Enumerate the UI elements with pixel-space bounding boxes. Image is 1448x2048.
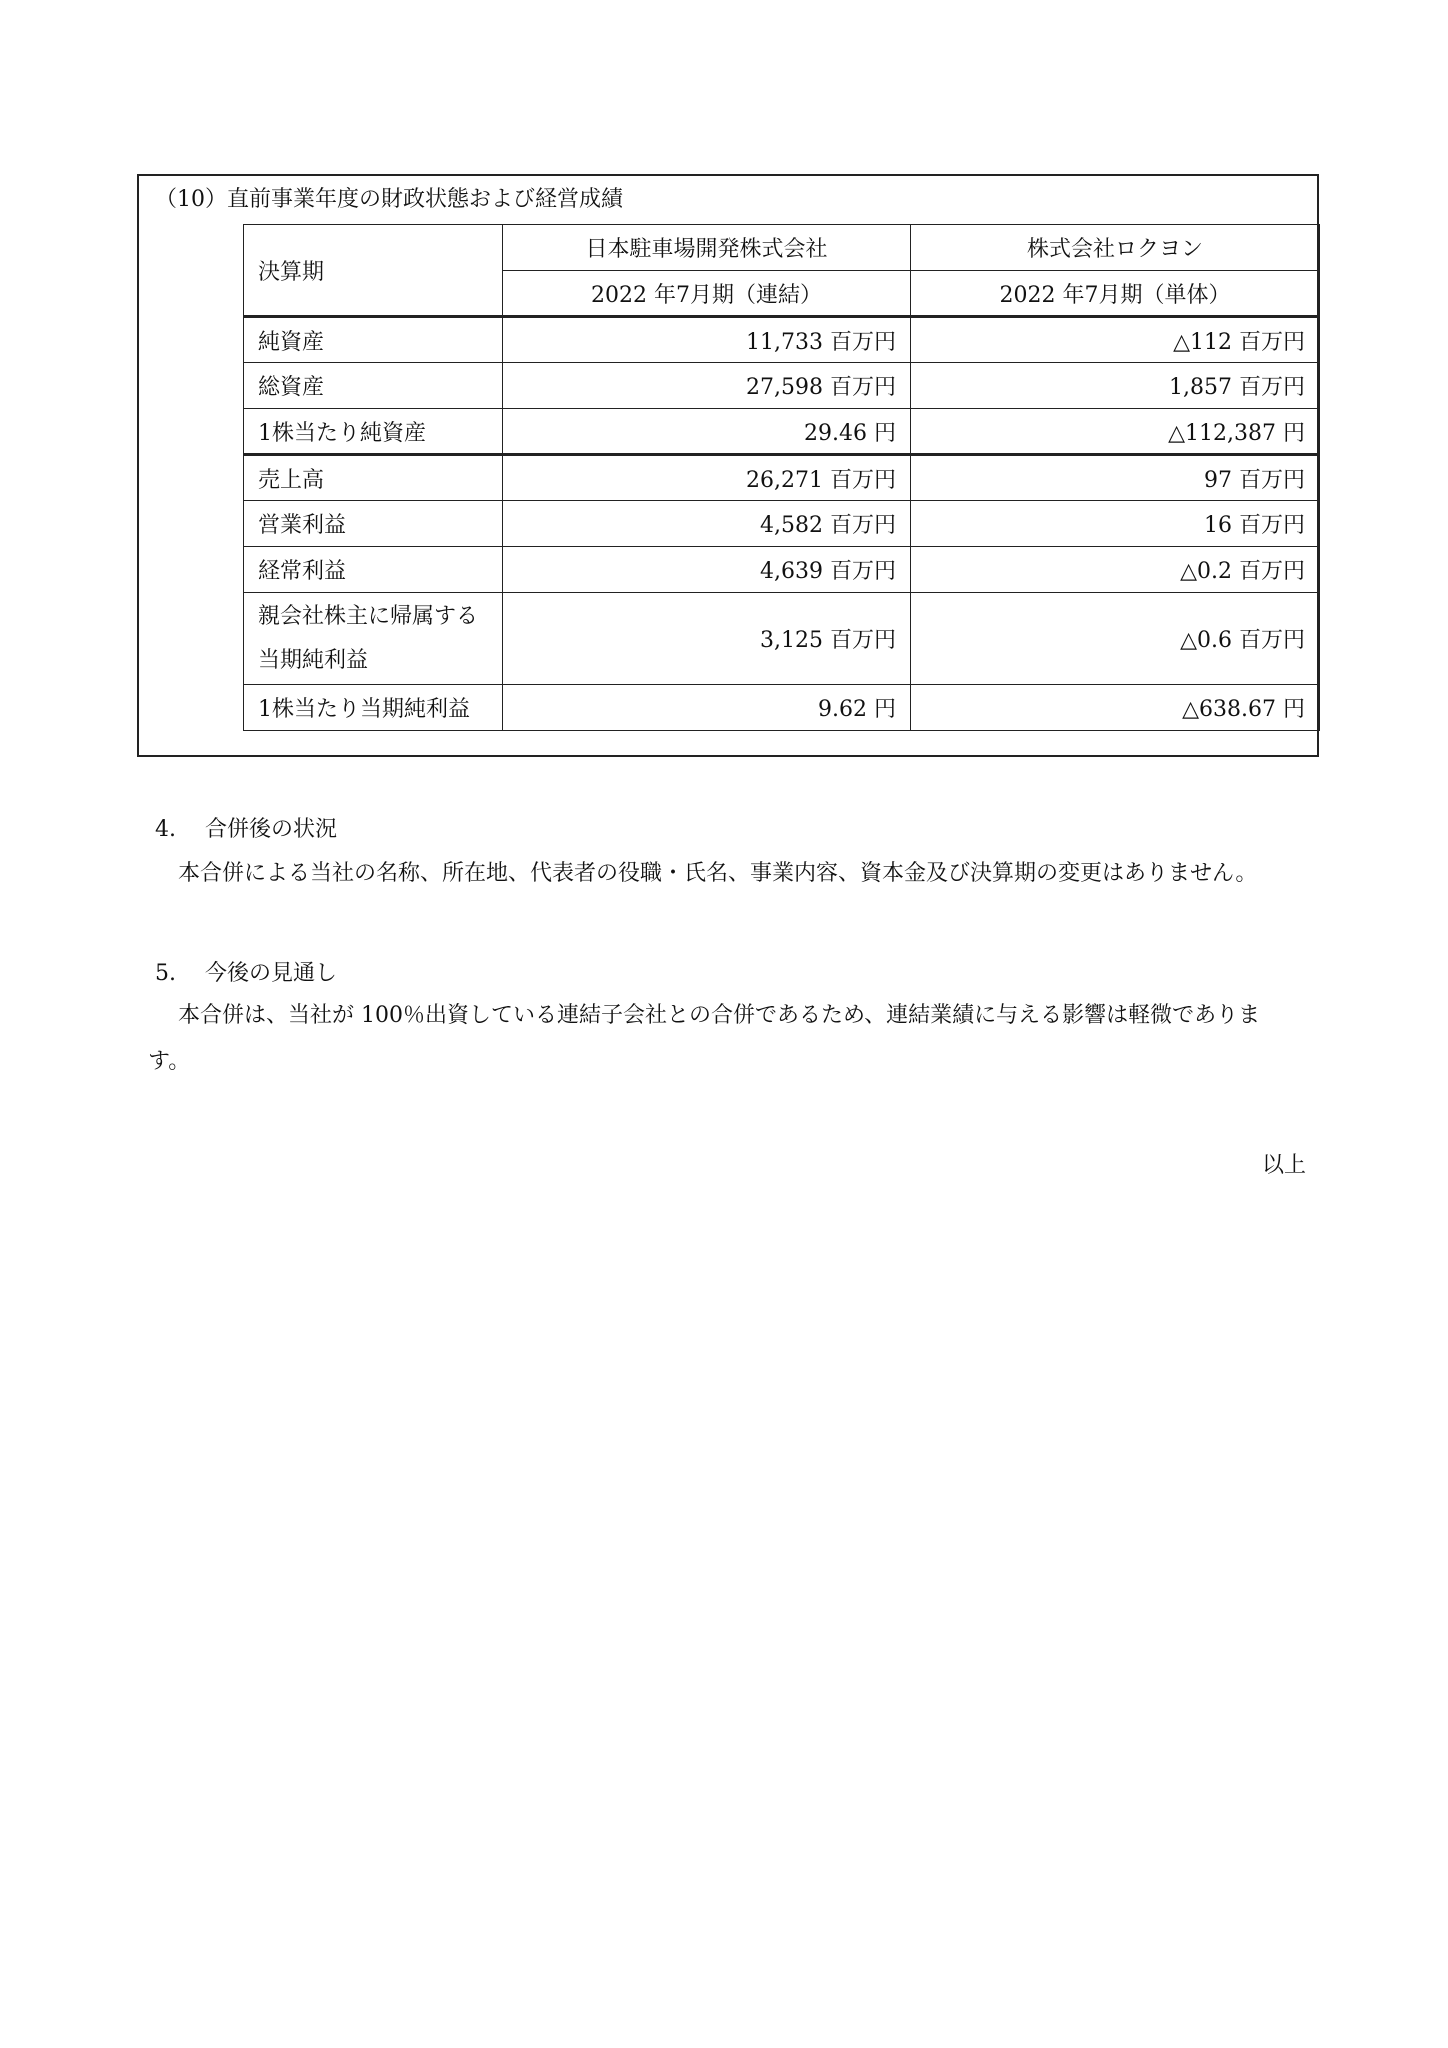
fiscal-period-label: 決算期 [244, 225, 503, 317]
row-label-line2: 当期純利益 [258, 648, 369, 673]
company1-name: 日本駐車場開発株式会社 [503, 225, 911, 271]
row-value-company1: 27,598 百万円 [503, 363, 911, 409]
row-value-company2: 1,857 百万円 [911, 363, 1320, 409]
row-value-company1: 4,582 百万円 [503, 501, 911, 547]
row-value-company1: 9.62 円 [503, 685, 911, 731]
row-label [244, 593, 503, 685]
section-4-heading [155, 812, 337, 843]
table-row [244, 501, 1320, 547]
table-row [244, 317, 1320, 363]
section-10-title: （10）直前事業年度の財政状態および経営成績 [155, 187, 623, 212]
row-value-company2: △112,387 円 [911, 409, 1320, 455]
table-row [244, 593, 1320, 685]
table-row [244, 409, 1320, 455]
table-header-row [244, 225, 1320, 271]
section-5-title: 今後の見通し [205, 961, 338, 986]
row-value-company2: △0.2 百万円 [911, 547, 1320, 593]
table-row [244, 547, 1320, 593]
row-label-line1: 親会社株主に帰属する [258, 604, 479, 629]
row-value-company2: 97 百万円 [911, 455, 1320, 501]
row-value-company1: 11,733 百万円 [503, 317, 911, 363]
row-label: 純資産 [244, 317, 503, 363]
company1-period: 2022 年7月期（連結） [503, 271, 911, 317]
section-5-body-line1: 本合併は、当社が 100％出資している連結子会社との合併であるため、連結業績に与える影響は軽微でありま [178, 1003, 1261, 1028]
row-value-company1: 29.46 円 [503, 409, 911, 455]
row-label: 1株当たり純資産 [244, 409, 503, 455]
company2-period: 2022 年7月期（単体） [911, 271, 1320, 317]
table-row [244, 363, 1320, 409]
row-value-company1: 3,125 百万円 [503, 593, 911, 685]
closing-text: 以上 [1262, 1153, 1307, 1178]
section-4-number: 4. [155, 817, 176, 842]
table-row [244, 455, 1320, 501]
section-4-body: 本合併による当社の名称、所在地、代表者の役職・氏名、事業内容、資本金及び決算期の変更はありません。 [178, 861, 1258, 886]
row-label: 総資産 [244, 363, 503, 409]
row-label: 売上高 [244, 455, 503, 501]
row-label: 経常利益 [244, 547, 503, 593]
row-value-company2: △638.67 円 [911, 685, 1320, 731]
company2-name: 株式会社ロクヨン [911, 225, 1320, 271]
financial-summary-box [137, 174, 1319, 757]
row-value-company1: 26,271 百万円 [503, 455, 911, 501]
section-5-number: 5. [155, 961, 176, 986]
section-5-body-line2: す。 [148, 1049, 191, 1074]
section-5-heading [155, 956, 337, 987]
table-row [244, 685, 1320, 731]
row-value-company2: 16 百万円 [911, 501, 1320, 547]
row-label: 営業利益 [244, 501, 503, 547]
row-label: 1株当たり当期純利益 [244, 685, 503, 731]
row-value-company1: 4,639 百万円 [503, 547, 911, 593]
row-value-company2: △0.6 百万円 [911, 593, 1320, 685]
row-value-company2: △112 百万円 [911, 317, 1320, 363]
financial-table [243, 224, 1320, 731]
section-4-title: 合併後の状況 [205, 817, 338, 842]
